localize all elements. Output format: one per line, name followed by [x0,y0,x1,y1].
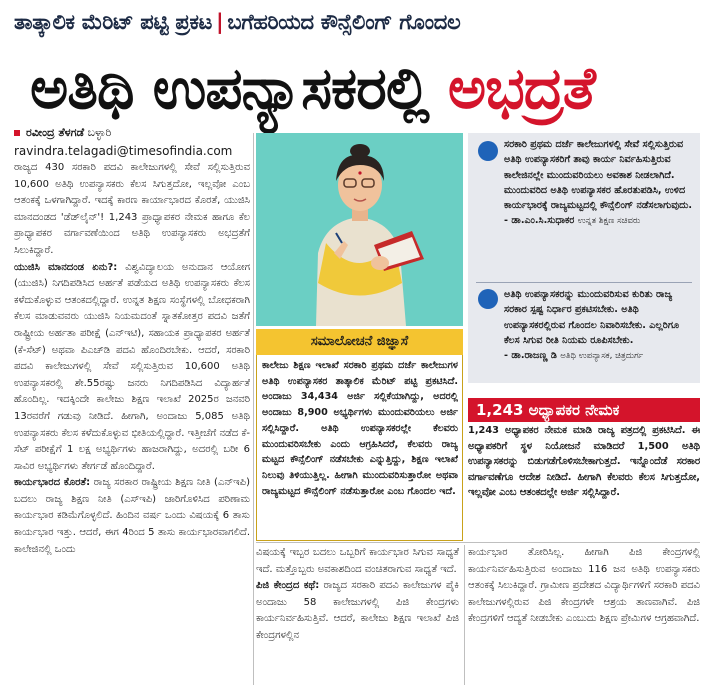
quote-1 [504,137,694,279]
article-column-2 [256,545,459,685]
lecturer-illustration [256,133,463,326]
column-divider [464,545,465,685]
byline-marker-icon [14,130,20,136]
quote-1-attribution [504,213,694,229]
reporter-place: ಬಳ್ಳಾರಿ [87,126,112,139]
column-divider [253,133,254,685]
kicker-left: ತಾತ್ಕಾಲಿಕ ಮೆರಿಟ್ ಪಟ್ಟಿ ಪ್ರಕಟ [14,10,213,34]
quote-divider [476,282,692,283]
subheading: ಯುಜಿಸಿ ಮಾನದಂಡ ಏನು?: [14,261,118,273]
paragraph-text: ರಾಜ್ಯ ಸರಕಾರ ರಾಷ್ಟ್ರೀಯ ಶಿಕ್ಷಣ ನೀತಿ (ಎನ್‌ಇಪಿ) ಬದಲು ರಾಜ್ಯ ಶಿಕ್ಷಣ ನೀತಿ (ಎಸ್‌ಇಪಿ) ಜಾರಿಗೊಳಿಸಿದ ಪರಿಣಾಮ ಕಾರ್ಯಭಾರ ಕಡಿಮೆಗೊಳ್ಳಲಿದೆ. ಹಿಂದಿನ ವರ್ಷ ಒಂದು ವಿಷಯಕ್ಕೆ 6 ತಾಸು ಕಾರ್ಯಭಾರ ಇತ್ತು. ಆದರೆ, ಈಗ 4ರಿಂದ 5 ತಾಸು ಕಾರ್ಯಭಾರವಾಗಲಿದೆ. ಕಾಲೇಜಿನಲ್ಲಿ ಒಂದು [14,477,250,555]
quote-1-role: ಉನ್ನತ ಶಿಕ್ಷಣ ಸಚಿವರು [577,216,641,227]
sidebar-heading: 1,243 ಅಧ್ಯಾಪಕರ ನೇಮಕ [468,398,700,422]
paragraph [14,475,250,558]
kicker-line [14,2,694,42]
quote-2-attribution [504,348,694,364]
caption-body: ಕಾಲೇಜು ಶಿಕ್ಷಣ ಇಲಾಖೆ ಸರಕಾರಿ ಪ್ರಥಮ ದರ್ಜೆ ಕಾಲೇಜುಗಳ ಅತಿಥಿ ಉಪನ್ಯಾಸಕರ ತಾತ್ಕಾಲಿಕ ಮೆರಿಟ್ ಪಟ್ಟಿ ಪ್ರಕಟಿಸಿದೆ. ಅಂದಾಜು 34,434 ಅರ್ಜಿ ಸಲ್ಲಿಕೆಯಾಗಿದ್ದು, ಅದರಲ್ಲಿ ಅಂದಾಜು 8,900 ಅಭ್ಯರ್ಥಿಗಳು ಮುಂದುವರಿಯಲು ಅರ್ಜಿ ಸಲ್ಲಿಸಿದ್ದಾರೆ. ಅತಿಥಿ ಉಪನ್ಯಾಸಕರಲ್ಲೇ ಕೆಲವರು ಮುಂದುವರಿಸಬೇಕು ಎಂದು ಆಗ್ರಹಿಸಿದರೆ, ಕೆಲವರು ರಾಜ್ಯ ಮಟ್ಟದ ಕೌನ್ಸೆಲಿಂಗ್ ನಡೆಸಬೇಕು ಎನ್ನುತ್ತಿದ್ದು, ಶಿಕ್ಷಣ ಇಲಾಖೆ ನಿಲುವು ತಿಳಿಯುತ್ತಿಲ್ಲ. ಹೀಗಾಗಿ ಮುಂದುವರಿಸುತ್ತಾರೋ ಅಥವಾ ರಾಜ್ಯಮಟ್ಟದ ಕೌನ್ಸೆಲಿಂಗ್ ನಡೆಸುತ್ತಾರೋ ಎಂಬ ಗೊಂದಲ ಇದೆ. [262,360,458,497]
quote-bullet-icon [478,289,498,309]
article-column-1 [14,160,250,684]
paragraph: ವಿಷಯಕ್ಕೆ ಇಬ್ಬರ ಬದಲು ಒಬ್ಬರಿಗೆ ಕಾರ್ಯಭಾರ ಸಿಗುವ ಸಾಧ್ಯತೆ ಇದೆ. ಮತ್ತೊಬ್ಬರು ಅವಕಾಶದಿಂದ ವಂಚಿತರಾಗುವ ಸಾಧ್ಯತೆ ಇದೆ. [256,547,459,575]
headline-accent: ಅಭದ್ರತೆ [447,54,595,122]
section-divider [256,542,700,543]
paragraph-text: ವಿಶ್ವವಿದ್ಯಾಲಯ ಅನುದಾನ ಆಯೋಗ (ಯುಜಿಸಿ) ನಿಗದಿಪಡಿಸಿದ ಅರ್ಹತೆ ಪಡೆಯದ ಅತಿಥಿ ಉಪನ್ಯಾಸಕರು ಕೆಲಸ ಕಳೆದುಕೊಳ್ಳುವ ಆತಂಕದಲ್ಲಿದ್ದಾರೆ. ಉನ್ನತ ಶಿಕ್ಷಣ ಸಂಸ್ಥೆಗಳಲ್ಲಿ ಬೋಧಕರಾಗಿ ಕೆಲಸ ಮಾಡುವವರು ಯುಜಿಸಿ ನಿಯಮದಂತೆ ಸ್ನಾತಕೋತ್ತರ ಪದವಿ ಜತೆಗೆ ರಾಷ್ಟ್ರೀಯ ಅರ್ಹತಾ ಪರೀಕ್ಷೆ (ಎನ್‌ಇಟಿ), ಸಹಾಯಕ ಪ್ರಾಧ್ಯಾಪಕರ ಅರ್ಹತೆ (ಕೆ-ಸೆಟ್) ಅಥವಾ ಪಿಎಚ್‌ಡಿ ಪದವಿ ಹೊಂದಿರಬೇಕು. ಆದರೆ, ಸರಕಾರಿ ಪದವಿ ಕಾಲೇಜುಗಳಲ್ಲಿ ಸೇವೆ ಸಲ್ಲಿಸುತ್ತಿರುವ 10,600 ಅತಿಥಿ ಉಪನ್ಯಾಸಕರಲ್ಲಿ ಶೇ.55ರಷ್ಟು ಜನರು ನಿಗದಿಪಡಿಸಿದ ವಿದ್ಯಾರ್ಹತೆ ಹೊಂದಿಲ್ಲ. ಇದಕ್ಕಿಂದೇ ಕಾಲೇಜು ಶಿಕ್ಷಣ ಇಲಾಖೆ 2025ರ ಜನವರಿ 13ರವರೆಗೆ ಗಡುವು ನೀಡಿದೆ. ಹೀಗಾಗಿ, ಅಂದಾಜು 5,085 ಅತಿಥಿ ಉಪನ್ಯಾಸಕರು ಕೆಲಸ ಕಳೆದುಕೊಳ್ಳುವ ಭೀತಿಯಲ್ಲಿದ್ದಾರೆ. ಇತ್ತೀಚೆಗೆ ನಡೆದ ಕೆ-ಸೆಟ್ ಪರೀಕ್ಷೆಗೆ 1 ಲಕ್ಷ ಅಭ್ಯರ್ಥಿಗಳು ಹಾಜರಾಗಿದ್ದು, ಅದರಲ್ಲಿ ಬರೀ 6 ಸಾವಿರ ಅಭ್ಯರ್ಥಿಗಳು ತೇರ್ಗಡೆ ಹೊಂದಿದ್ದಾರೆ. [14,261,250,472]
kicker-separator: | [216,10,224,34]
quote-2-role: ಅತಿಥಿ ಉಪನ್ಯಾಸಕ, ಚಿತ್ರದುರ್ಗ [560,351,644,362]
caption-title: ಸಮಾಲೋಚನೆ ಜಿಜ್ಞಾಸೆ [256,329,463,355]
quote-1-name: - ಡಾ.ಎಂ.ಸಿ.ಸುಧಾಕರ [504,215,575,227]
quote-2-text: ಅತಿಥಿ ಉಪನ್ಯಾಸಕರನ್ನು ಮುಂದುವರಿಸುವ ಕುರಿತು ರಾಜ್ಯ ಸರಕಾರ ಸ್ಪಷ್ಟ ನಿರ್ಧಾರ ಪ್ರಕಟಿಸಬೇಕು. ಅತಿಥಿ ಉಪನ್ಯಾಸಕರಲ್ಲಿರುವ ಗೊಂದಲ ನಿವಾರಿಸಬೇಕು. ಎಲ್ಲರಿಗೂ ಕೆಲಸ ಸಿಗುವ ರೀತಿ ನಿಯಮ ರೂಪಿಸಬೇಕು. [504,289,680,346]
headline-main: ಅತಿಥಿ ಉಪನ್ಯಾಸಕರಲ್ಲಿ [30,54,448,122]
article-column-3 [468,545,700,685]
quote-1-text: ಸರಕಾರಿ ಪ್ರಥಮ ದರ್ಜೆ ಕಾಲೇಜುಗಳಲ್ಲಿ ಸೇವೆ ಸಲ್ಲಿಸುತ್ತಿರುವ ಅತಿಥಿ ಉಪನ್ಯಾಸಕರಿಗೆ ತಾವು ಕಾರ್ಯ ನಿರ್ವಹಿಸುತ್ತಿರುವ ಕಾಲೇಜಿನಲ್ಲೇ ಮುಂದುವರಿಯಲು ಅವಕಾಶ ನೀಡಲಾಗಿದೆ. ಮುಂದುವರಿದ ಅತಿಥಿ ಉಪನ್ಯಾಸಕರ ಹೊರತುಪಡಿಸಿ, ಉಳಿದ ಕಾರ್ಯಭಾರಕ್ಕೆ ರಾಜ್ಯಮಟ್ಟದಲ್ಲಿ ಕೌನ್ಸೆಲಿಂಗ್ ನಡೆಸಲಾಗುವುದು. [504,139,693,212]
byline [14,124,254,142]
headline [30,48,690,128]
reporter-name: ರವೀಂದ್ರ ತೆಳಗಡೆ [26,126,85,139]
paragraph [256,578,459,644]
kicker-right: ಬಗೆಹರಿಯದ ಕೌನ್ಸೆಲಿಂಗ್ ಗೊಂದಲ [227,10,461,34]
quote-bullet-icon [478,141,498,161]
subheading: ಕಾರ್ಯಭಾರದ ಕೊರತೆ: [14,477,91,489]
paragraph-text: ರಾಜ್ಯದ ಸರಕಾರಿ ಪದವಿ ಕಾಲೇಜುಗಳ ಪೈಕಿ ಅಂದಾಜು 58 ಕಾಲೇಜುಗಳಲ್ಲಿ ಪಿಜಿ ಕೇಂದ್ರಗಳು ಕಾರ್ಯನಿರ್ವಹಿಸುತ್ತಿವೆ. ಆದರೆ, ಕಾಲೇಜು ಶಿಕ್ಷಣ ಇಲಾಖೆ ಪಿಜಿ ಕೇಂದ್ರಗಳಲ್ಲಿನ [256,580,459,641]
subheading: ಪಿಜಿ ಕೇಂದ್ರದ ಕಥೆ: [256,580,320,592]
quote-2 [504,287,694,381]
reporter-email[interactable]: ravindra.telagadi@timesofindia.com [14,144,233,158]
paragraph: ಕಾರ್ಯಭಾರ ತೋರಿಸಿಲ್ಲ. ಹೀಗಾಗಿ ಪಿಜಿ ಕೇಂದ್ರಗಳಲ್ಲಿ ಕಾರ್ಯನಿರ್ವಹಿಸುತ್ತಿರುವ ಅಂದಾಜು 116 ಜನ ಅತಿಥಿ ಉಪನ್ಯಾಸಕರು ಆತಂಕಕ್ಕೆ ಸಿಲುಕಿದ್ದಾರೆ. ಗ್ರಾಮೀಣ ಪ್ರದೇಶದ ವಿದ್ಯಾರ್ಥಿಗಳಿಗೆ ಸರಕಾರಿ ಪದವಿ ಕಾಲೇಜುಗಳಲ್ಲಿರುವ ಪಿಜಿ ಕೇಂದ್ರಗಳೇ ಆಶ್ರಯ ತಾಣವಾಗಿವೆ. ಪಿಜಿ ಕೇಂದ್ರಗಳಿಗೆ ಆದ್ಯತೆ ನೀಡಬೇಕು ಎಂಬುದು ಶಿಕ್ಷಣ ಪ್ರೇಮಿಗಳ ಆಗ್ರಹವಾಗಿದೆ. [468,547,700,625]
paragraph: ರಾಜ್ಯದ 430 ಸರಕಾರಿ ಪದವಿ ಕಾಲೇಜುಗಳಲ್ಲಿ ಸೇವೆ ಸಲ್ಲಿಸುತ್ತಿರುವ 10,600 ಅತಿಥಿ ಉಪನ್ಯಾಸಕರು ಕೆಲಸ ಸಿಗುತ್ತದೋ, ಇಲ್ಲವೋ ಎಂಬ ಆತಂಕಕ್ಕೆ ಒಳಗಾಗಿದ್ದಾರೆ. ಇದಕ್ಕೆ ಕಾರಣ ಕಾರ್ಯಾಭಾರದ ಕೊರತೆ, ಯುಜಿಸಿ ಮಾನದಂಡದ 'ಡೆಡ್‌ಲೈನ್'! 1,243 ಪ್ರಾಧ್ಯಾಪಕರ ನೇಮಕ ಹಾಗೂ ಕೆಲ ಪ್ರಾಧ್ಯಾಪಕರ ವರ್ಗಾವಣೆಯಿಂದ ಅತಿಥಿ ಉಪನ್ಯಾಸಕರು ಅಭದ್ರತೆಗೆ ಸಿಲುಕಿದ್ದಾರೆ. [14,162,250,256]
sidebar-body: 1,243 ಅಧ್ಯಾಪಕರ ನೇಮಕ ಮಾಡಿ ರಾಜ್ಯ ಪತ್ರದಲ್ಲಿ ಪ್ರಕಟಿಸಿದೆ. ಈ ಅಧ್ಯಾಪಕರಿಗೆ ಸ್ಥಳ ನಿಯೋಜನೆ ಮಾಡಿದರೆ 1,500 ಅತಿಥಿ ಉಪನ್ಯಾಸಕರನ್ನು ಬಿಡುಗಡೆಗೊಳಿಸಬೇಕಾಗುತ್ತದೆ. ಇನ್ನೊಂದೆಡೆ ಸರಕಾರ ವರ್ಗಾವಣೆಗೂ ಆದೇಶ ನೀಡಿದೆ. ಹೀಗಾಗಿ ಕೆಲವರು ಕೆಲಸ ಸಿಗುತ್ತದೋ, ಇಲ್ಲವೋ ಎಂಬ ಆತಂಕದಲ್ಲೇ ಅರ್ಜಿ ಸಲ್ಲಿಸಿದ್ದಾರೆ. [468,425,700,499]
paragraph [14,260,250,476]
quote-2-name: - ಡಾ.ರಾಜಣ್ಣ ಡಿ [504,350,557,362]
teacher-with-book-icon [256,133,463,326]
